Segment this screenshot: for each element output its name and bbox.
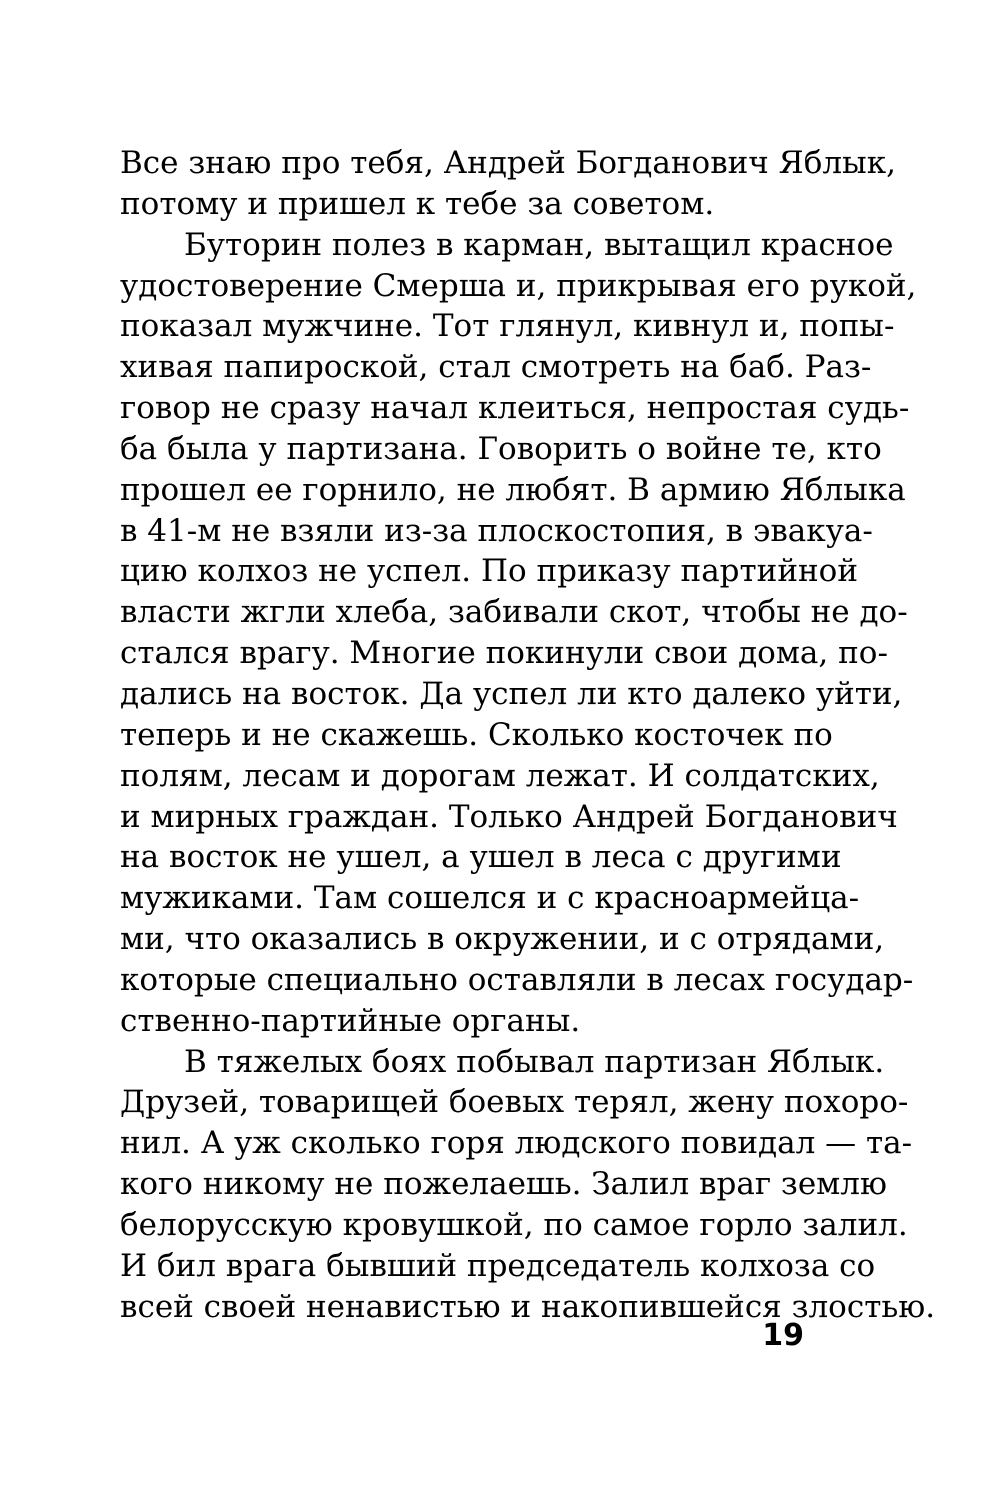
paragraph xyxy=(120,225,917,1042)
paragraph xyxy=(120,143,896,225)
text-line: стался врагу. Многие покинули свои дома, по- xyxy=(120,635,888,672)
text-line: Буторин полез в карман, вытащил красное xyxy=(184,226,894,263)
text-line: мужиками. Там сошелся и с красноармейца- xyxy=(120,880,860,917)
text-line: В тяжелых боях побывал партизан Яблык. xyxy=(184,1043,885,1080)
text-line: потому и пришел к тебе за советом. xyxy=(120,185,715,222)
text-line: на восток не ушел, а ушел в леса с другими xyxy=(120,839,842,876)
text-line: кого никому не пожелаешь. Залил враг землю xyxy=(120,1166,887,1203)
text-line: теперь и не скажешь. Сколько косточек по xyxy=(120,716,833,753)
text-line: полям, лесам и дорогам лежат. И солдатских, xyxy=(120,757,880,794)
text-line: дались на восток. Да успел ли кто далеко уйти, xyxy=(120,675,903,712)
paragraph xyxy=(120,1042,936,1328)
text-line: и мирных граждан. Только Андрей Богданович xyxy=(120,798,898,835)
text-line: говор не сразу начал клеиться, непростая судь- xyxy=(120,390,910,427)
text-line: цию колхоз не успел. По приказу партийной xyxy=(120,553,858,590)
body-text xyxy=(120,143,936,1327)
text-line: белорусскую кровушкой, по самое горло залил. xyxy=(120,1206,908,1243)
text-line: ба была у партизана. Говорить о войне те, кто xyxy=(120,430,882,467)
text-line: показал мужчине. Тот глянул, кивнул и, попы- xyxy=(120,308,895,345)
text-line: всей своей ненавистью и накопившейся злостью. xyxy=(120,1288,936,1325)
text-line: хивая папироской, стал смотреть на баб. Раз- xyxy=(120,349,872,386)
text-line: которые специально оставляли в лесах государ- xyxy=(120,961,914,998)
text-line: ственно-партийные органы. xyxy=(120,1002,581,1039)
text-line: нил. А уж сколько горя людского повидал — та- xyxy=(120,1125,913,1162)
text-line: ми, что оказались в окружении, и с отрядами, xyxy=(120,921,885,958)
text-line: власти жгли хлеба, забивали скот, чтобы не до- xyxy=(120,594,908,631)
text-line: прошел ее горнило, не любят. В армию Яблыка xyxy=(120,471,906,508)
text-line: удостоверение Смерша и, прикрывая его рукой, xyxy=(120,267,917,304)
text-line: Все знаю про тебя, Андрей Богданович Яблык, xyxy=(120,145,896,181)
page-number: 19 xyxy=(762,1318,804,1353)
text-line: в 41-м не взяли из-за плоскостопия, в эвакуа- xyxy=(120,512,873,549)
text-line: Друзей, товарищей боевых терял, жену похоро- xyxy=(120,1084,909,1121)
text-line: И бил врага бывший председатель колхоза со xyxy=(120,1247,876,1284)
